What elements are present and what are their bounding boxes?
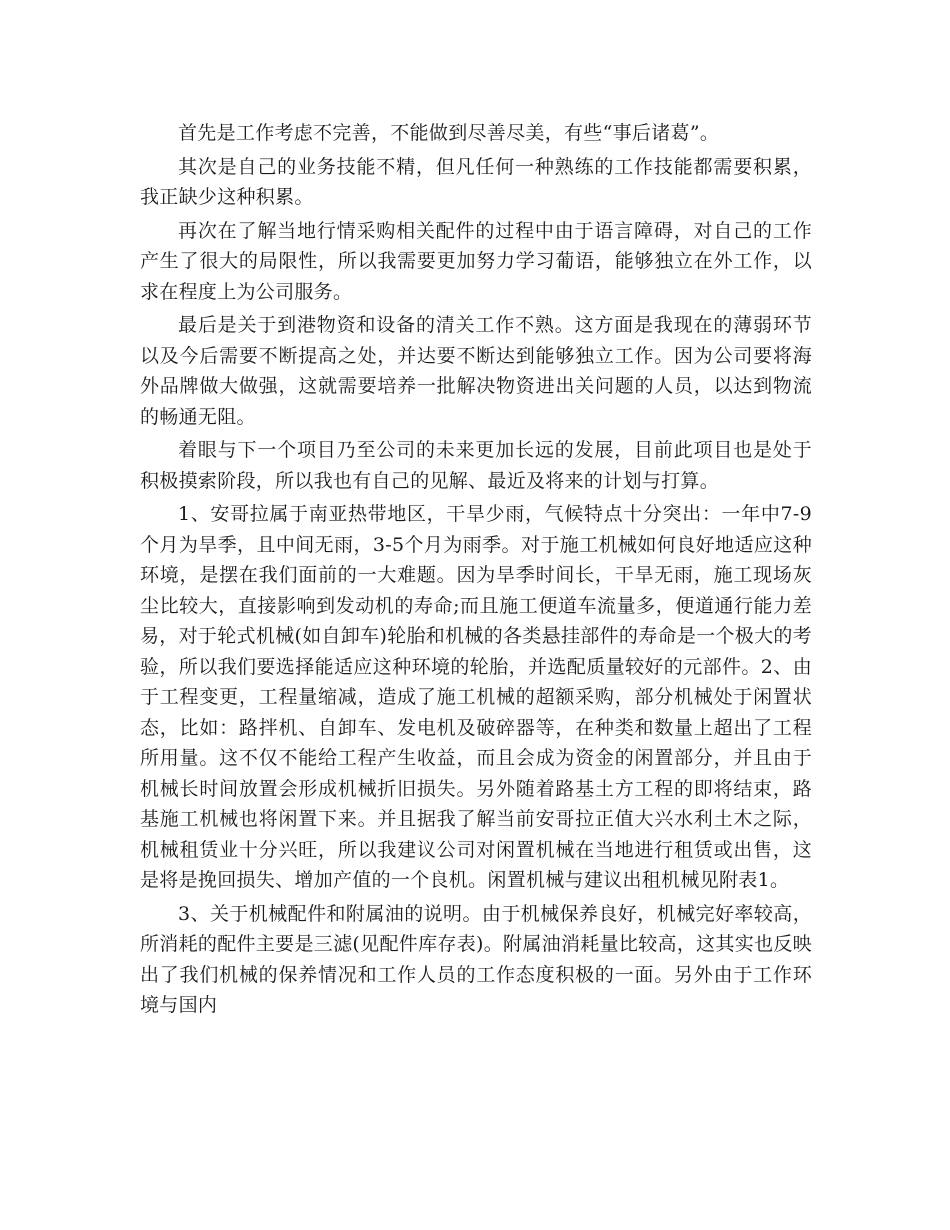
paragraph-5: 着眼与下一个项目乃至公司的未来更加长远的发展，目前此项目也是处于积极摸索阶段，所以我也有自己的见解、最近及将来的计划与打算。 xyxy=(140,439,812,492)
paragraph-4: 最后是关于到港物资和设备的清关工作不熟。这方面是我现在的薄弱环节以及今后需要不断提高之处，并达要不断达到能够独立工作。因为公司要将海外品牌做大做强，这就需要培养一批解决物资进出关问题的人员，以达到物流的畅通无阻。 xyxy=(140,314,812,428)
document-body xyxy=(140,118,812,1024)
paragraph-1: 首先是工作考虑不完善，不能做到尽善尽美，有些“事后诸葛”。 xyxy=(178,122,720,144)
paragraph-2: 其次是自己的业务技能不精，但凡任何一种熟练的工作技能都需要积累，我正缺少这种积累。 xyxy=(140,155,812,208)
paragraph-6: 1、安哥拉属于南亚热带地区，干旱少雨，气候特点十分突出：一年中7-9个月为旱季，且中间无雨，3-5个月为雨季。对于施工机械如何良好地适应这种环境，是摆在我们面前的一大难题。因为旱季时间长，干旱无雨，施工现场灰尘比较大，直接影响到发动机的寿命;而且施工便道车流量多，便道通行能力差易，对于轮式机械(如自卸车)轮胎和机械的各类悬挂部件的寿命是一个极大的考验，所以我们要选择能适应这种环境的轮胎，并选配质量较好的元部件。2、由于工程变更，工程量缩减，造成了施工机械的超额采购，部分机械处于闲置状态，比如：路拌机、自卸车、发电机及破碎器等，在种类和数量上超出了工程所用量。这不仅不能给工程产生收益，而且会成为资金的闲置部分，并且由于机械长时间放置会形成机械折旧损失。另外随着路基土方工程的即将结束，路基施工机械也将闲置下来。并且据我了解当前安哥拉正值大兴水利土木之际，机械租赁业十分兴旺，所以我建议公司对闲置机械在当地进行租赁或出售，这是将是挽回损失、增加产值的一个良机。闲置机械与建议出租机械见附表1。 xyxy=(140,503,812,891)
paragraph-3: 再次在了解当地行情采购相关配件的过程中由于语言障碍，对自己的工作产生了很大的局限性，所以我需要更加努力学习葡语，能够独立在外工作，以求在程度上为公司服务。 xyxy=(140,219,812,303)
paragraph-7: 3、关于机械配件和附属油的说明。由于机械保养良好，机械完好率较高，所消耗的配件主要是三滤(见配件库存表)。附属油消耗量比较高，这其实也反映出了我们机械的保养情况和工作人员的工作态度积极的一面。另外由于工作环境与国内 xyxy=(140,902,812,1016)
